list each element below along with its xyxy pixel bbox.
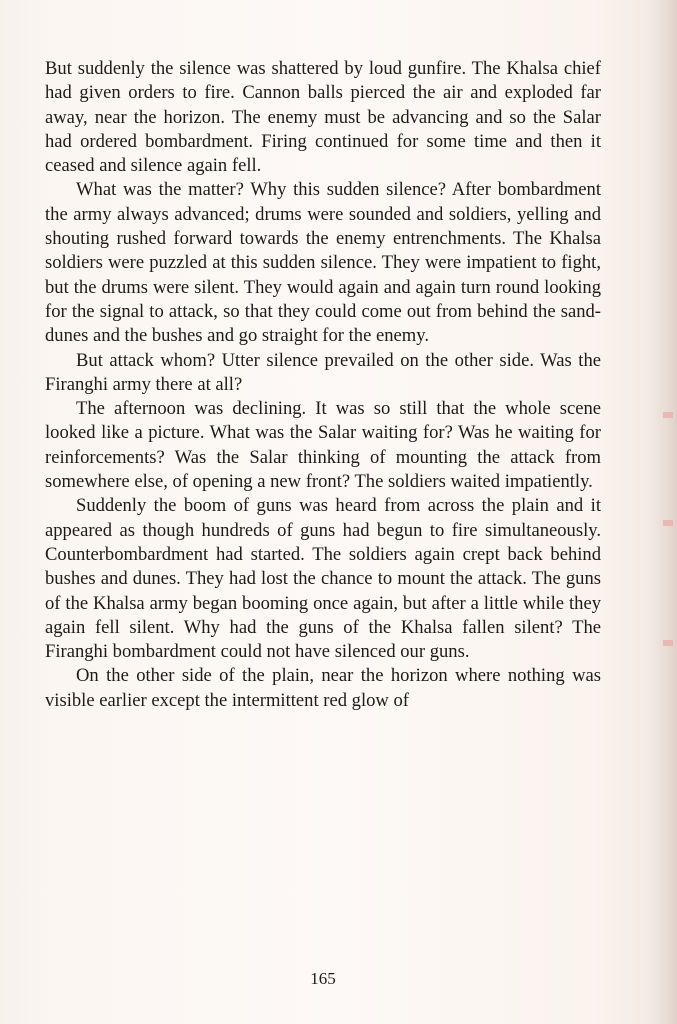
body-text (45, 57, 601, 713)
paragraph: On the other side of the plain, near the horizon where nothing was visible earlier except the intermittent red glow of (45, 665, 601, 711)
page-number: 165 (310, 969, 336, 988)
paragraph: But suddenly the silence was shattered by loud gunfire. The Khalsa chief had given orders to fire. Cannon balls pierced the air and exploded far away, near the horizon. The enemy must be advancing and so the Salar had ordered bombardment. Firing continued for some time and then it ceased and silence again fell. (45, 58, 601, 177)
page-edge-mark (663, 412, 673, 418)
page-edge-mark (663, 520, 673, 526)
paragraph: Suddenly the boom of guns was heard from across the plain and it appeared as though hundreds of guns had begun to fire simultaneously. Counterbombardment had started. The soldiers again crept back behind bushes and dunes. They had lost the chance to mount the attack. The guns of the Khalsa army began booming once again, but after a little while they again fell silent. Why had the guns of the Khalsa fallen silent? The Firanghi bombardment could not have silenced our guns. (45, 495, 601, 663)
page-edge-shadow (649, 0, 677, 1024)
paragraph: But attack whom? Utter silence prevailed on the other side. Was the Firanghi army there at all? (45, 349, 601, 395)
paragraph: The afternoon was declining. It was so still that the whole scene looked like a picture. What was the Salar waiting for? Was he waiting for reinforcements? Was the Salar thinking of mounting the attack from somewhere else, of opening a new front? The soldiers waited impatiently. (45, 398, 601, 493)
paragraph: What was the matter? Why this sudden silence? After bombardment the army always advanced; drums were sounded and soldiers, yelling and shouting rushed forward towards the enemy entrenchments. The Khalsa soldiers were puzzled at this sudden silence. They were impatient to fight, but the drums were silent. They would again and again turn round looking for the signal to attack, so that they could come out from behind the sand-dunes and the bushes and go straight for the enemy. (45, 179, 601, 347)
page-edge-mark (663, 640, 673, 646)
